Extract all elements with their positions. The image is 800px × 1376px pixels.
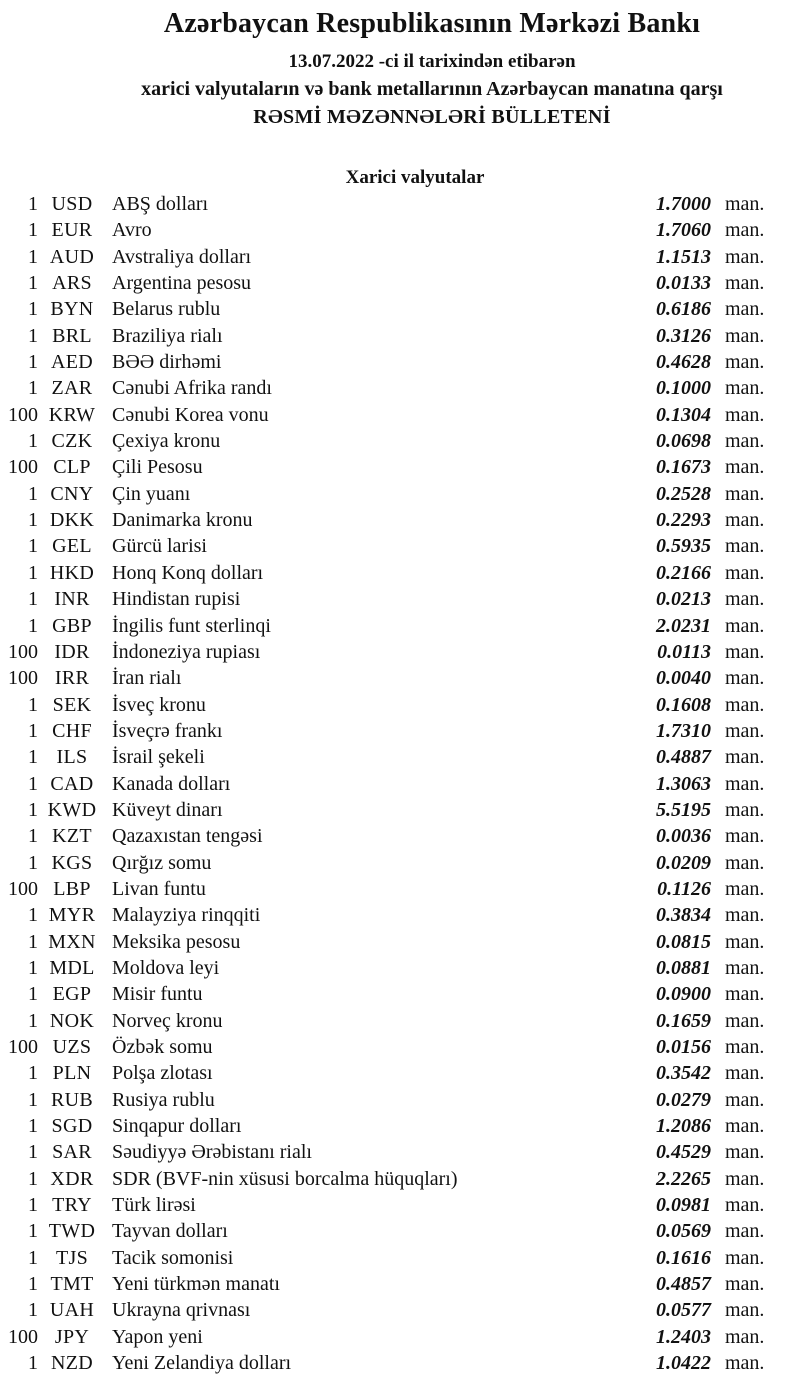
currency-code: MDL <box>49 956 95 979</box>
unit-label: man. <box>725 1062 765 1085</box>
rate-row <box>0 428 800 454</box>
rate-value: 0.0133 <box>656 272 711 295</box>
currency-code: KWD <box>47 798 97 821</box>
rate-row <box>0 1060 800 1086</box>
rate-value: 0.1126 <box>657 877 711 900</box>
rate-row <box>0 1218 800 1244</box>
unit-label: man. <box>725 983 765 1006</box>
quantity: 1 <box>28 983 38 1006</box>
currency-name: Hindistan rupisi <box>112 588 241 611</box>
unit-label: man. <box>725 1036 765 1058</box>
currency-name: Tacik somonisi <box>112 1246 234 1269</box>
rate-value: 0.3542 <box>656 1062 711 1085</box>
unit-label: man. <box>725 667 765 690</box>
currency-code: GBP <box>52 614 92 637</box>
currency-name: İran rialı <box>112 667 182 690</box>
currency-name: Misir funtu <box>112 983 203 1006</box>
unit-label: man. <box>725 509 765 532</box>
currency-name: Yapon yeni <box>112 1325 203 1348</box>
currency-name: Səudiyyə Ərəbistanı rialı <box>112 1141 312 1164</box>
quantity: 1 <box>28 245 38 268</box>
unit-label: man. <box>725 588 765 611</box>
currency-name: Çin yuanı <box>112 482 191 505</box>
currency-code: MXN <box>48 930 96 953</box>
quantity: 1 <box>28 851 38 874</box>
quantity: 1 <box>28 1141 38 1164</box>
unit-label: man. <box>725 614 765 637</box>
rate-value: 0.2293 <box>656 509 711 532</box>
currency-code: BRL <box>52 324 92 347</box>
rate-row <box>0 718 800 744</box>
currency-code: MYR <box>48 904 96 927</box>
unit-label: man. <box>725 351 765 374</box>
rate-value: 0.0156 <box>656 1036 711 1058</box>
rate-value: 0.4529 <box>656 1141 711 1164</box>
currency-name: İsveç kronu <box>112 693 206 716</box>
currency-code: TJS <box>55 1246 89 1269</box>
currency-name: İngilis funt sterlinqi <box>112 614 271 637</box>
rate-row <box>0 823 800 849</box>
quantity: 100 <box>8 877 38 900</box>
quantity: 1 <box>28 614 38 637</box>
bank-name-title: Azərbaycan Respublikasının Mərkəzi Bankı <box>163 8 701 39</box>
currency-code: UZS <box>52 1036 92 1058</box>
unit-label: man. <box>725 403 765 426</box>
rate-row <box>0 1297 800 1323</box>
rate-value: 0.0881 <box>656 956 711 979</box>
currency-name: SDR (BVF-nin xüsusi borcalma hüquqları) <box>112 1167 458 1190</box>
rate-value: 5.5195 <box>656 798 711 821</box>
currency-code: XDR <box>50 1167 94 1190</box>
quantity: 1 <box>28 298 38 321</box>
currency-code: JPY <box>54 1325 90 1348</box>
currency-code: CZK <box>51 430 93 453</box>
currency-code: ZAR <box>51 377 93 400</box>
bulletin-title: RƏSMİ MƏZƏNNƏLƏRİ BÜLLETENİ <box>253 106 611 128</box>
currency-name: Belarus rublu <box>112 298 221 321</box>
rate-row <box>0 375 800 401</box>
currency-code: UAH <box>49 1299 95 1322</box>
unit-label: man. <box>725 219 765 242</box>
rate-value: 0.2528 <box>656 482 711 505</box>
effective-date-line: 13.07.2022 -ci il tarixindən etibarən <box>288 51 576 72</box>
unit-label: man. <box>725 482 765 505</box>
rate-row <box>0 744 800 770</box>
rate-row <box>0 481 800 507</box>
rate-value: 0.5935 <box>656 535 711 558</box>
unit-label: man. <box>725 719 765 742</box>
rate-value: 2.0231 <box>656 614 711 637</box>
rate-value: 0.1304 <box>656 403 711 426</box>
quantity: 1 <box>28 219 38 242</box>
rate-value: 1.7310 <box>656 719 711 742</box>
rate-row <box>0 639 800 665</box>
currency-name: Yeni türkmən manatı <box>112 1273 280 1296</box>
currency-code: IDR <box>54 640 90 663</box>
unit-label: man. <box>725 825 765 848</box>
quantity: 1 <box>28 351 38 374</box>
currency-name: Qazaxıstan tengəsi <box>112 825 263 848</box>
currency-name: Meksika pesosu <box>112 930 241 953</box>
currency-code: USD <box>51 193 93 215</box>
currency-name: Çili Pesosu <box>112 456 203 479</box>
currency-name: İsveçrə frankı <box>112 719 223 742</box>
currency-name: Moldova leyi <box>112 956 220 979</box>
quantity: 1 <box>28 904 38 927</box>
unit-label: man. <box>725 1115 765 1138</box>
rate-value: 0.0569 <box>656 1220 711 1243</box>
unit-label: man. <box>725 1246 765 1269</box>
rate-value: 0.0113 <box>657 640 711 663</box>
rate-row <box>0 1139 800 1165</box>
quantity: 1 <box>28 535 38 558</box>
rate-value: 0.0209 <box>656 851 711 874</box>
currency-code: TWD <box>48 1220 96 1243</box>
rate-row <box>0 296 800 322</box>
quantity: 1 <box>28 561 38 584</box>
rate-value: 0.1673 <box>656 456 711 479</box>
currency-code: TMT <box>50 1273 94 1296</box>
quantity: 1 <box>28 430 38 453</box>
unit-label: man. <box>725 1352 765 1375</box>
rate-value: 1.0422 <box>656 1352 711 1375</box>
rate-value: 0.0036 <box>656 825 711 848</box>
bulletin-header <box>0 0 800 130</box>
rate-row <box>0 323 800 349</box>
currency-code: LBP <box>53 877 91 900</box>
rate-row <box>0 850 800 876</box>
rate-row <box>0 349 800 375</box>
rate-row <box>0 1008 800 1034</box>
rate-value: 0.2166 <box>656 561 711 584</box>
rate-value: 0.1659 <box>656 1009 711 1032</box>
rate-value: 1.2086 <box>656 1115 711 1138</box>
unit-label: man. <box>725 746 765 769</box>
unit-label: man. <box>725 1088 765 1111</box>
unit-label: man. <box>725 298 765 321</box>
rate-value: 1.7060 <box>656 219 711 242</box>
currency-name: İsrail şekeli <box>112 746 205 769</box>
unit-label: man. <box>725 272 765 295</box>
currency-code: SEK <box>52 693 92 716</box>
quantity: 1 <box>28 1167 38 1190</box>
quantity: 100 <box>8 640 38 663</box>
currency-code: RUB <box>50 1088 94 1111</box>
rate-value: 0.1608 <box>656 693 711 716</box>
rate-row <box>0 876 800 902</box>
currency-name: Küveyt dinarı <box>112 798 223 821</box>
currency-code: SAR <box>52 1141 92 1164</box>
currency-name: Braziliya rialı <box>112 324 223 347</box>
currency-code: AUD <box>49 245 95 268</box>
rate-row <box>0 1271 800 1297</box>
rate-row <box>0 1166 800 1192</box>
quantity: 1 <box>28 324 38 347</box>
unit-label: man. <box>725 640 765 663</box>
currency-code: CHF <box>52 719 92 742</box>
currency-code: ARS <box>52 272 92 295</box>
unit-label: man. <box>725 561 765 584</box>
rate-row <box>0 244 800 270</box>
rate-value: 1.7000 <box>656 193 711 215</box>
quantity: 100 <box>8 667 38 690</box>
rate-row <box>0 270 800 296</box>
quantity: 1 <box>28 798 38 821</box>
rate-value: 0.1616 <box>656 1246 711 1269</box>
rate-value: 0.0040 <box>656 667 711 690</box>
currency-name: ABŞ dolları <box>112 193 209 215</box>
currency-name: Avro <box>112 219 152 242</box>
section-title-foreign-currencies: Xarici valyutalar <box>345 167 485 188</box>
rate-value: 0.4857 <box>656 1273 711 1296</box>
currency-name: Cənubi Korea vonu <box>112 403 269 426</box>
quantity: 1 <box>28 1115 38 1138</box>
unit-label: man. <box>725 772 765 795</box>
rate-value: 0.0213 <box>656 588 711 611</box>
rate-row <box>0 1324 800 1350</box>
quantity: 1 <box>28 272 38 295</box>
unit-label: man. <box>725 930 765 953</box>
unit-label: man. <box>725 1325 765 1348</box>
unit-label: man. <box>725 535 765 558</box>
currency-code: DKK <box>49 509 95 532</box>
unit-label: man. <box>725 877 765 900</box>
currency-code: GEL <box>52 535 92 558</box>
rate-value: 0.0900 <box>656 983 711 1006</box>
rate-row <box>0 692 800 718</box>
exchange-rates-table <box>0 191 800 1376</box>
currency-name: Yeni Zelandiya dolları <box>112 1352 292 1375</box>
currency-code: KZT <box>52 825 92 848</box>
quantity: 1 <box>28 588 38 611</box>
rate-value: 0.6186 <box>656 298 711 321</box>
rate-value: 1.3063 <box>656 772 711 795</box>
currency-name: Özbək somu <box>112 1036 213 1058</box>
currency-name: İndoneziya rupiası <box>112 640 261 663</box>
quantity: 1 <box>28 1009 38 1032</box>
unit-label: man. <box>725 1194 765 1217</box>
unit-label: man. <box>725 245 765 268</box>
rate-row <box>0 797 800 823</box>
currency-name: Kanada dolları <box>112 772 231 795</box>
unit-label: man. <box>725 324 765 347</box>
quantity: 1 <box>28 193 38 215</box>
rate-value: 1.2403 <box>656 1325 711 1348</box>
rate-row <box>0 613 800 639</box>
quantity: 1 <box>28 377 38 400</box>
rate-row <box>0 1087 800 1113</box>
currency-code: NOK <box>49 1009 95 1032</box>
rate-row <box>0 902 800 928</box>
currency-code: KGS <box>51 851 93 874</box>
unit-label: man. <box>725 456 765 479</box>
currency-name: Honq Konq dolları <box>112 561 264 584</box>
unit-label: man. <box>725 851 765 874</box>
currency-code: ILS <box>56 746 88 769</box>
currency-code: BYN <box>50 298 94 321</box>
quantity: 1 <box>28 746 38 769</box>
rate-row <box>0 454 800 480</box>
rate-row <box>0 1192 800 1218</box>
quantity: 100 <box>8 1036 38 1058</box>
unit-label: man. <box>725 1167 765 1190</box>
rate-value: 0.3126 <box>656 324 711 347</box>
unit-label: man. <box>725 1009 765 1032</box>
unit-label: man. <box>725 377 765 400</box>
unit-label: man. <box>725 798 765 821</box>
rate-value: 0.0981 <box>656 1194 711 1217</box>
currency-name: Polşa zlotası <box>112 1062 213 1085</box>
currency-name: Danimarka kronu <box>112 509 253 532</box>
currency-code: CAD <box>50 772 94 795</box>
rate-value: 2.2265 <box>656 1167 711 1190</box>
currency-code: CNY <box>50 482 94 505</box>
rate-row <box>0 1245 800 1271</box>
rate-row <box>0 507 800 533</box>
quantity: 1 <box>28 1194 38 1217</box>
currency-name: Ukrayna qrivnası <box>112 1299 251 1322</box>
currency-code: EGP <box>52 983 92 1006</box>
currency-name: Livan funtu <box>112 877 206 900</box>
rate-row <box>0 771 800 797</box>
quantity: 1 <box>28 693 38 716</box>
rate-row <box>0 1350 800 1376</box>
unit-label: man. <box>725 1220 765 1243</box>
rate-value: 0.3834 <box>656 904 711 927</box>
currency-code: SGD <box>51 1115 93 1138</box>
currency-code: IRR <box>54 667 90 690</box>
rate-row <box>0 586 800 612</box>
rate-row <box>0 191 800 217</box>
currency-code: EUR <box>51 219 93 242</box>
rate-row <box>0 955 800 981</box>
unit-label: man. <box>725 430 765 453</box>
currency-name: Avstraliya dolları <box>112 245 252 268</box>
currency-name: Gürcü larisi <box>112 535 207 558</box>
unit-label: man. <box>725 193 765 215</box>
currency-name: Norveç kronu <box>112 1009 223 1032</box>
quantity: 1 <box>28 1299 38 1322</box>
rate-row <box>0 217 800 243</box>
quantity: 100 <box>8 1325 38 1348</box>
quantity: 1 <box>28 482 38 505</box>
quantity: 100 <box>8 456 38 479</box>
rate-value: 0.4887 <box>656 746 711 769</box>
currency-name: Sinqapur dolları <box>112 1115 242 1138</box>
subject-line: xarici valyutaların və bank metallarının Azərbaycan manatına qarşı <box>141 78 723 100</box>
quantity: 1 <box>28 1352 38 1375</box>
currency-name: Cənubi Afrika randı <box>112 377 272 400</box>
quantity: 1 <box>28 956 38 979</box>
currency-code: KRW <box>48 403 96 426</box>
currency-name: Rusiya rublu <box>112 1088 215 1111</box>
rate-value: 0.0577 <box>656 1299 711 1322</box>
rate-value: 1.1513 <box>656 245 711 268</box>
quantity: 1 <box>28 509 38 532</box>
currency-name: Çexiya kronu <box>112 430 221 453</box>
currency-name: Argentina pesosu <box>112 272 252 295</box>
quantity: 1 <box>28 1088 38 1111</box>
unit-label: man. <box>725 1273 765 1296</box>
currency-name: BƏƏ dirhəmi <box>112 351 222 374</box>
currency-name: Qırğız somu <box>112 851 212 874</box>
currency-code: AED <box>50 351 93 374</box>
rate-row <box>0 533 800 559</box>
quantity: 1 <box>28 825 38 848</box>
currency-code: NZD <box>50 1352 93 1375</box>
quantity: 1 <box>28 1220 38 1243</box>
rate-row <box>0 402 800 428</box>
unit-label: man. <box>725 693 765 716</box>
rate-value: 0.0279 <box>656 1088 711 1111</box>
rate-value: 0.0698 <box>656 430 711 453</box>
rate-row <box>0 1113 800 1139</box>
currency-name: Tayvan dolları <box>112 1220 228 1243</box>
rate-row <box>0 560 800 586</box>
quantity: 100 <box>8 403 38 426</box>
unit-label: man. <box>725 1141 765 1164</box>
currency-code: HKD <box>49 561 95 584</box>
currency-code: PLN <box>52 1062 92 1085</box>
currency-code: CLP <box>53 456 91 479</box>
rate-value: 0.0815 <box>656 930 711 953</box>
rate-row <box>0 929 800 955</box>
rate-row <box>0 665 800 691</box>
quantity: 1 <box>28 719 38 742</box>
rate-value: 0.1000 <box>656 377 711 400</box>
quantity: 1 <box>28 1246 38 1269</box>
rate-value: 0.4628 <box>656 351 711 374</box>
quantity: 1 <box>28 1062 38 1085</box>
quantity: 1 <box>28 1273 38 1296</box>
currency-code: TRY <box>52 1194 92 1217</box>
currency-name: Malayziya rinqqiti <box>112 904 261 927</box>
rate-row <box>0 981 800 1007</box>
unit-label: man. <box>725 1299 765 1322</box>
currency-name: Türk lirəsi <box>112 1194 196 1217</box>
unit-label: man. <box>725 904 765 927</box>
rate-row <box>0 1034 800 1060</box>
unit-label: man. <box>725 956 765 979</box>
currency-code: INR <box>54 588 90 611</box>
quantity: 1 <box>28 772 38 795</box>
quantity: 1 <box>28 930 38 953</box>
